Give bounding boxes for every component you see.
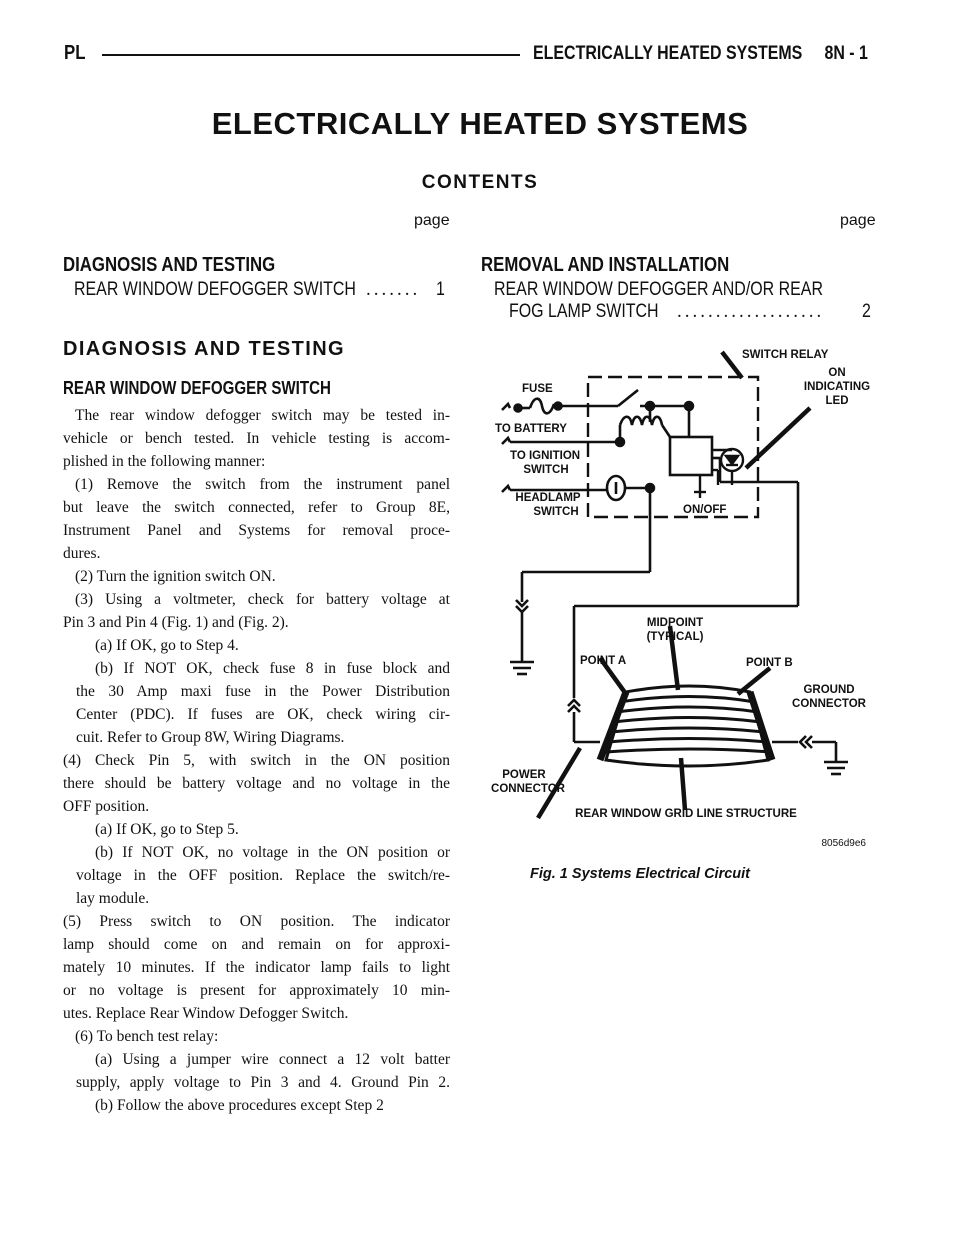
toc-item-defogger-fog-switch[interactable]: REAR WINDOW DEFOGGER AND/OR REAR xyxy=(494,279,823,300)
body-line: there should be battery voltage and no voltage in the xyxy=(63,775,450,792)
body-line: (3) Using a voltmeter, check for battery voltage at xyxy=(75,591,450,608)
body-line: (5) Press switch to ON position. The indicator xyxy=(63,913,450,930)
header-running-title: ELECTRICALLY HEATED SYSTEMS 8N - 1 xyxy=(533,43,868,64)
body-line: The rear window defogger switch may be tested in- xyxy=(75,407,450,424)
ground-circuit xyxy=(772,736,848,774)
body-line: but leave the switch connected, refer to Group 8E, xyxy=(63,499,450,516)
page-title: ELECTRICALLY HEATED SYSTEMS xyxy=(211,106,749,141)
body-line: or no voltage is present for approximately 10 min- xyxy=(63,982,450,999)
toc-dots-left: ....... xyxy=(366,279,421,300)
body-line: mately 10 minutes. If the indicator lamp fails to light xyxy=(63,959,450,976)
toc-page-number-right[interactable]: 2 xyxy=(862,301,871,322)
label-indicating: INDICATING xyxy=(803,381,871,393)
body-line: OFF position. xyxy=(63,798,150,815)
label-point-b: POINT B xyxy=(746,657,793,669)
body-line: Pin 3 and Pin 4 (Fig. 1) and (Fig. 2). xyxy=(63,614,289,631)
body-line: cuit. Refer to Group 8W, Wiring Diagrams. xyxy=(76,729,345,746)
body-line: (2) Turn the ignition switch ON. xyxy=(75,568,276,585)
relay-block xyxy=(670,437,712,475)
label-power-connector: CONNECTOR xyxy=(491,783,565,795)
toc-dots-right: ................... xyxy=(677,301,825,322)
label-ground-connector: CONNECTOR xyxy=(792,698,866,710)
body-line: dures. xyxy=(63,545,101,562)
body-line: (4) Check Pin 5, with switch in the ON position xyxy=(63,752,450,769)
label-ignition-switch: SWITCH xyxy=(523,464,569,476)
body-line: (1) Remove the switch from the instrument panel xyxy=(75,476,450,493)
power-circuit xyxy=(568,458,798,742)
body-line: Center (PDC). If fuses are OK, check wiring cir- xyxy=(76,706,450,723)
label-midpoint: MIDPOINT xyxy=(646,617,704,629)
label-fuse: FUSE xyxy=(522,383,553,395)
label-point-a: POINT A xyxy=(580,655,627,667)
body-line: utes. Replace Rear Window Defogger Switch. xyxy=(63,1005,349,1022)
label-on-off: ON/OFF xyxy=(683,504,727,516)
body-line: (b) Follow the above procedures except Step 2 xyxy=(95,1097,384,1114)
body-line: lay module. xyxy=(76,890,150,907)
toc-page-label-right: page xyxy=(840,212,876,229)
label-on: ON xyxy=(828,367,846,379)
label-headlamp: HEADLAMP xyxy=(515,492,581,504)
header-rule xyxy=(102,54,520,56)
body-line: supply, apply voltage to Pin 3 and 4. Ground Pin 2. xyxy=(76,1074,450,1091)
label-ground: GROUND xyxy=(803,684,855,696)
body-line: voltage in the OFF position. Replace the switch/re- xyxy=(76,867,450,884)
label-headlamp-switch: SWITCH xyxy=(533,506,579,518)
body-line: Instrument Panel and Systems for removal proce- xyxy=(63,522,450,539)
body-line: (a) If OK, go to Step 4. xyxy=(95,637,239,654)
toc-page-number-left[interactable]: 1 xyxy=(436,279,445,300)
label-typical: (TYPICAL) xyxy=(646,631,704,643)
label-switch-relay: SWITCH RELAY xyxy=(742,349,829,361)
body-line: vehicle or bench tested. In vehicle testing is accom- xyxy=(63,430,450,447)
subsection-heading: REAR WINDOW DEFOGGER SWITCH xyxy=(63,378,331,398)
figure-caption: Fig. 1 Systems Electrical Circuit xyxy=(530,866,751,882)
led-indicator xyxy=(694,449,743,498)
body-line: lamp should come on and remain on for approxi- xyxy=(63,936,450,953)
circuit-diagram xyxy=(480,340,880,860)
contents-heading: CONTENTS xyxy=(421,172,539,193)
toc-section-diagnosis[interactable]: DIAGNOSIS AND TESTING xyxy=(63,254,276,276)
label-grid-structure: REAR WINDOW GRID LINE STRUCTURE xyxy=(575,808,797,820)
switch-relay-box xyxy=(588,377,758,517)
toc-item-fog-lamp-switch[interactable]: FOG LAMP SWITCH xyxy=(509,301,659,322)
body-line: (b) If NOT OK, check fuse 8 in fuse block and xyxy=(95,660,450,677)
toc-item-defogger-switch[interactable]: REAR WINDOW DEFOGGER SWITCH xyxy=(74,279,356,300)
header-section-code: PL xyxy=(64,42,86,64)
figure-code: 8056d9e6 xyxy=(821,838,866,849)
body-line: (a) Using a jumper wire connect a 12 volt batter xyxy=(95,1051,450,1068)
section-heading: DIAGNOSIS AND TESTING xyxy=(63,338,346,360)
label-power: POWER xyxy=(502,769,546,781)
label-to-battery: TO BATTERY xyxy=(495,423,567,435)
rear-window-grid xyxy=(600,686,772,766)
body-line: plished in the following manner: xyxy=(63,453,266,470)
body-line: the 30 Amp maxi fuse in the Power Distribution xyxy=(76,683,450,700)
label-to-ignition: TO IGNITION xyxy=(510,450,581,462)
body-line: (b) If NOT OK, no voltage in the ON position or xyxy=(95,844,450,861)
body-line: (6) To bench test relay: xyxy=(75,1028,219,1045)
toc-page-label-left: page xyxy=(414,212,450,229)
toc-section-removal[interactable]: REMOVAL AND INSTALLATION xyxy=(481,254,730,276)
body-line: (a) If OK, go to Step 5. xyxy=(95,821,239,838)
label-led: LED xyxy=(825,395,849,407)
